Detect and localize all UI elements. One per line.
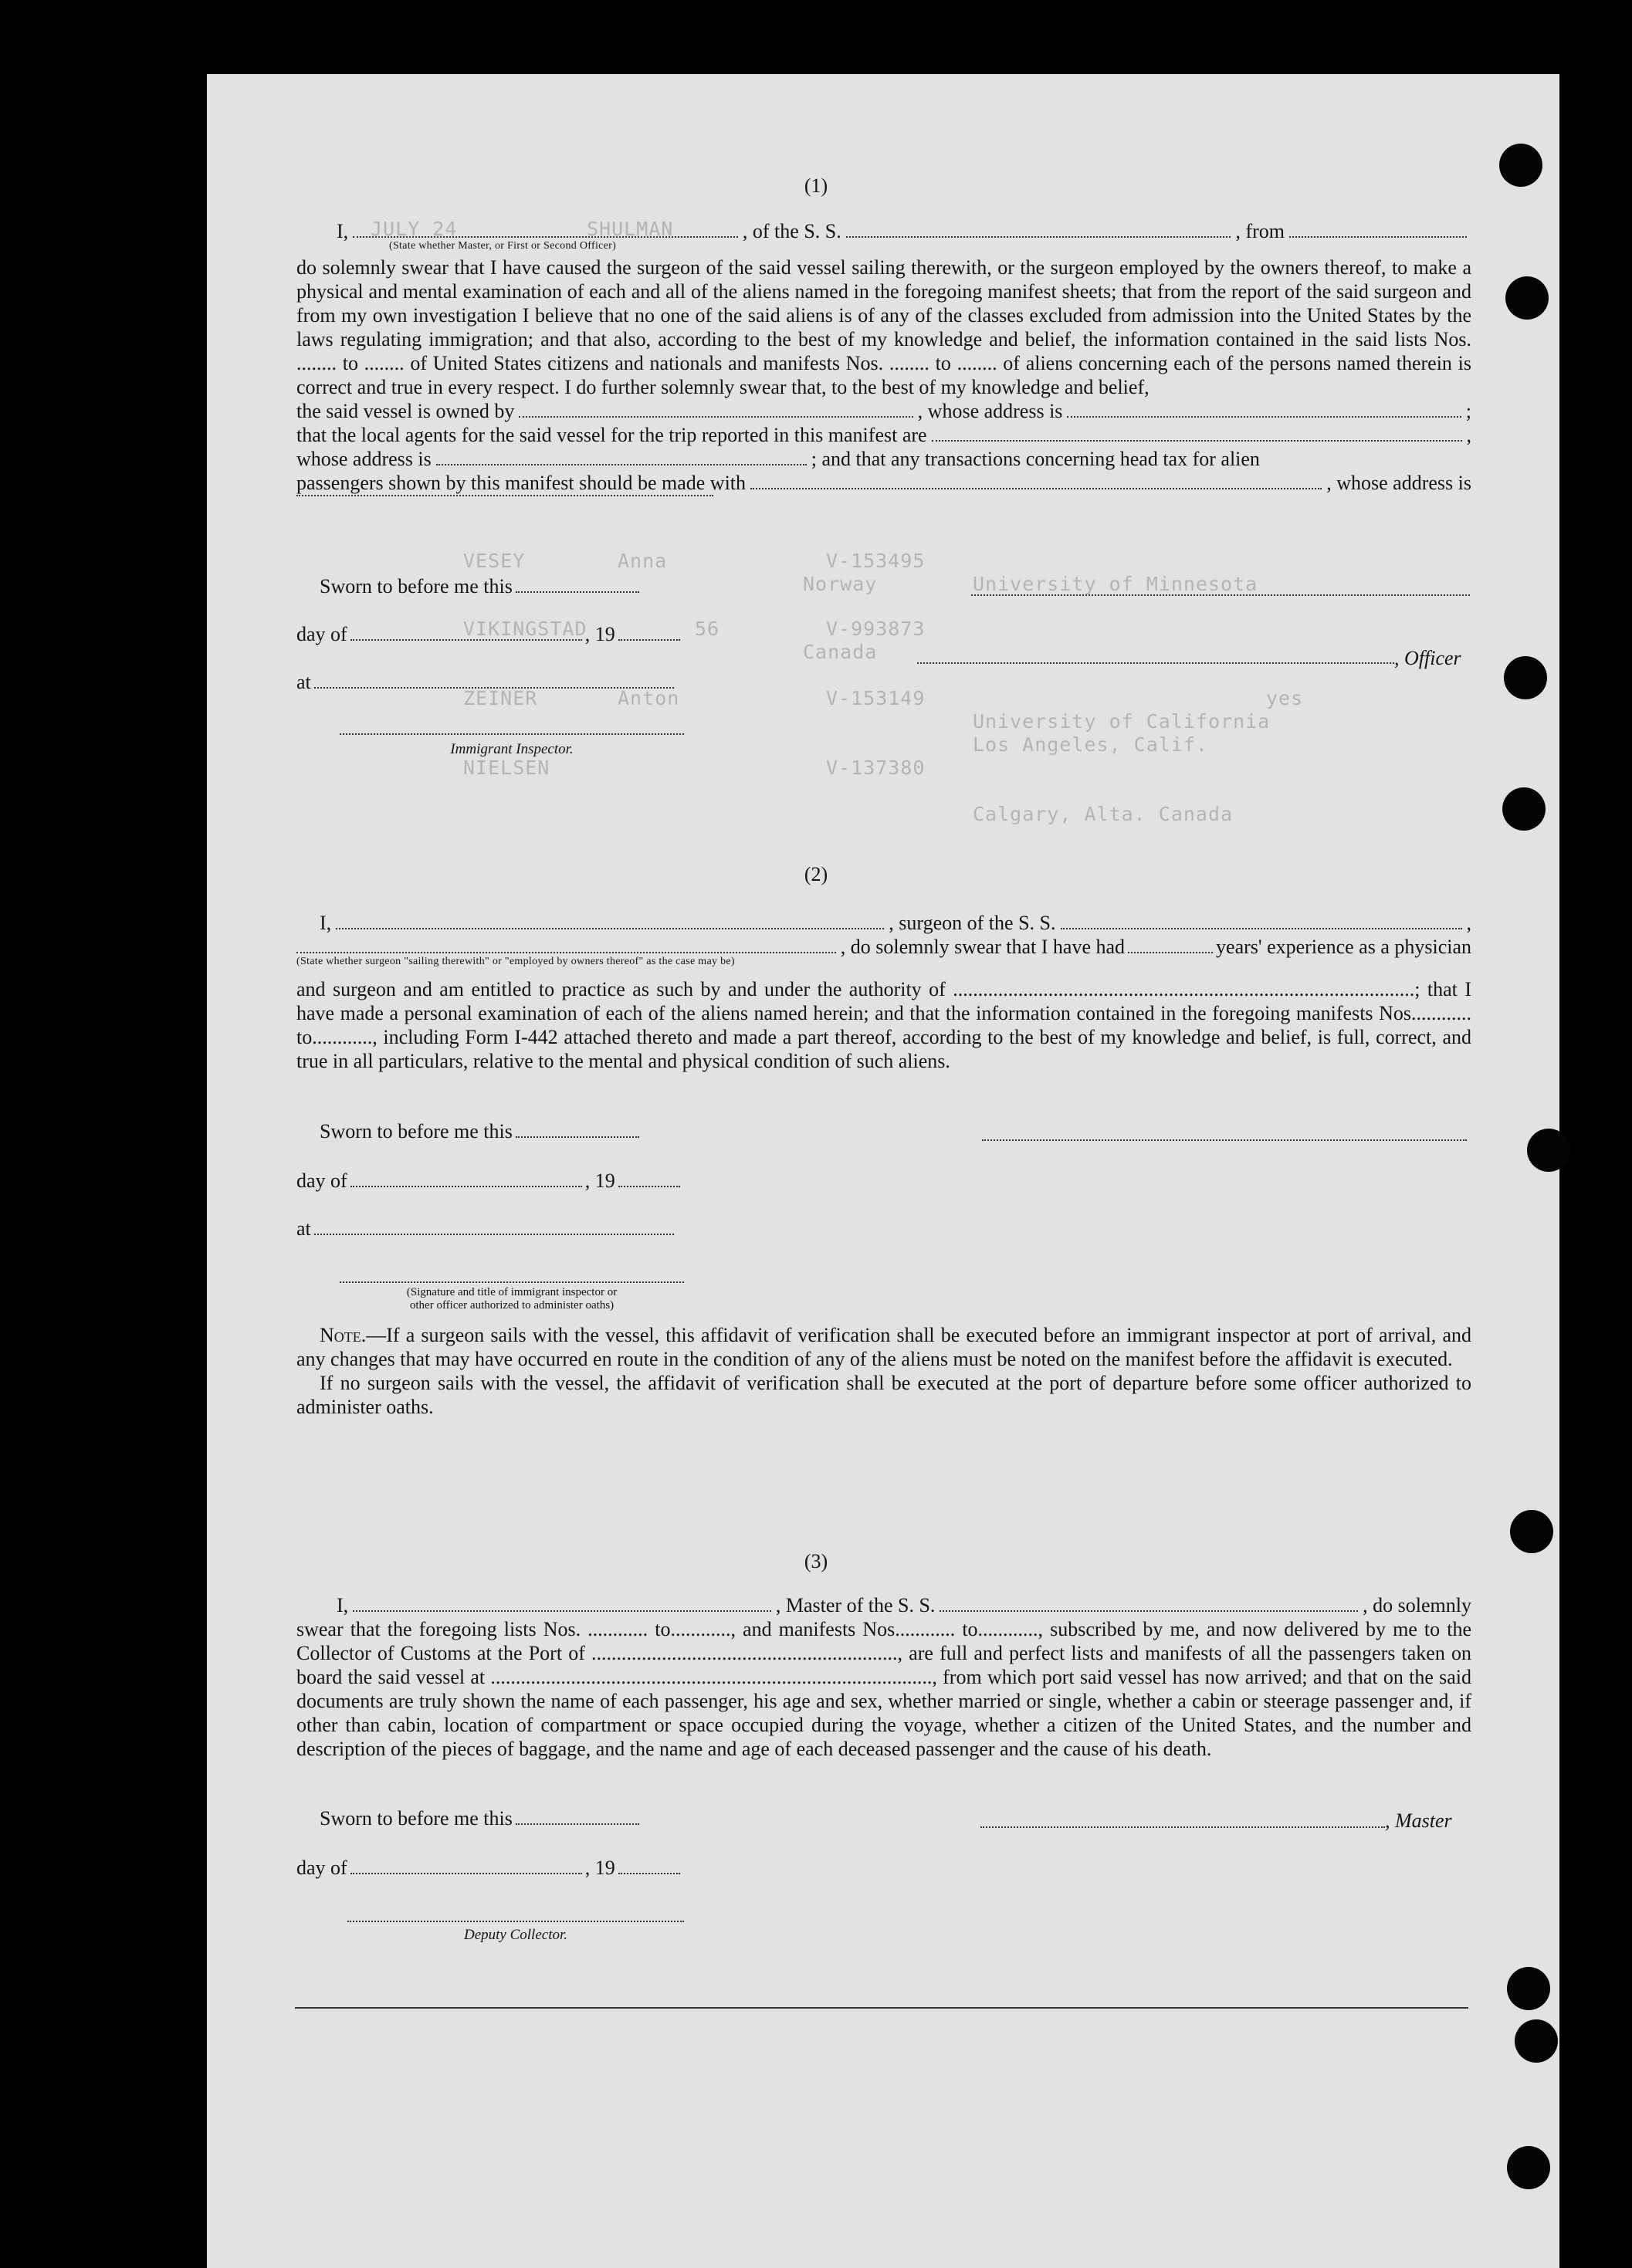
at-line-1 [296, 670, 1471, 694]
note-block [296, 1323, 1471, 1419]
label-year: , 19 [584, 623, 615, 645]
master-signature-line[interactable] [980, 1826, 1385, 1828]
surgeon-status-field[interactable] [296, 952, 836, 953]
owner-field[interactable] [519, 416, 912, 418]
section-1 [296, 219, 1471, 501]
at-line-2 [296, 1217, 1471, 1241]
surgeon-name-field[interactable] [336, 928, 884, 929]
label-i: I, [337, 1594, 349, 1616]
bleed-through-text: V-153495 [826, 550, 926, 572]
day-field[interactable] [350, 1186, 582, 1187]
label-day-of: day of [296, 1170, 347, 1192]
bleed-through-text: yes [1266, 687, 1304, 709]
label-day-of: day of [296, 623, 347, 645]
from-port-field[interactable] [1289, 236, 1467, 238]
note-text-1: —If a surgeon sails with the vessel, this affidavit of verification shall be executed before an immigrant inspector at port of arrival, and any changes that may have occurred en route in the condition of any of the aliens must be noted on the manifest before the affidavit is executed. [296, 1324, 1471, 1370]
label-i: I, [320, 912, 332, 934]
master-vessel-field[interactable] [940, 1610, 1358, 1612]
label-solemnly-swear: , do solemnly swear that I have had [840, 936, 1126, 958]
note-text-2: If no surgeon sails with the vessel, the affidavit of verification shall be executed at the port of departure before some officer authorized to administer oaths. [296, 1372, 1471, 1418]
day-line-3 [296, 1856, 1471, 1880]
section-2-day [296, 1169, 1471, 1193]
label-day-of: day of [296, 1857, 347, 1879]
bleed-through-text: VESEY [463, 550, 526, 572]
label-from: , from [1235, 220, 1285, 242]
label-local-agents: that the local agents for the said vessel for the trip reported in this manifest are [296, 424, 927, 446]
head-tax-line [296, 471, 1471, 495]
section-3-number: (3) [804, 1550, 828, 1572]
bleed-through-text: SHULMAN [587, 218, 674, 240]
master-name-field[interactable] [353, 1610, 771, 1612]
label-master-of-ss: , Master of the S. S. [775, 1594, 936, 1616]
owner-address-field[interactable] [1067, 416, 1461, 418]
inspector-signature-line[interactable] [340, 1281, 684, 1283]
punch-hole [1507, 1967, 1550, 2010]
day-field[interactable] [350, 1873, 582, 1874]
surgeon-line: I, , surgeon of the S. S. , [320, 912, 1471, 934]
head-tax-field[interactable] [750, 488, 1322, 489]
bleed-through-text: NIELSEN [463, 757, 550, 779]
bleed-through-text: Anna [618, 550, 668, 572]
head-tax-address-field[interactable] [296, 495, 713, 496]
bleed-through-text: JULY 24 [371, 218, 458, 240]
surgeon-note: (State whether surgeon "sailing therewith" or "employed by owners thereof" as the case may be) [296, 956, 735, 967]
sworn-date-field[interactable] [516, 1823, 639, 1825]
punch-hole [1504, 656, 1547, 699]
year-field[interactable] [618, 1186, 680, 1187]
label-whose-address: , whose address is [917, 400, 1063, 422]
agents-line: that the local agents for the said vessel for the trip reported in this manifest are , [296, 424, 1471, 446]
punch-hole [1510, 1510, 1553, 1553]
officer-label: , Officer [1394, 647, 1461, 669]
at-place-field[interactable] [314, 687, 674, 689]
label-whose-address-is: , whose address is [1326, 472, 1471, 494]
signature-note [340, 1286, 684, 1312]
day-line-1 [296, 622, 1471, 646]
master-label: , Master [1385, 1809, 1452, 1832]
section-3 [296, 1593, 1471, 1761]
section-1-day [296, 622, 1471, 646]
bleed-through-text: Anton [618, 687, 680, 709]
label-head-tax: ; and that any transactions concerning head tax for alien [811, 448, 1260, 470]
agents-address-field[interactable] [436, 464, 807, 465]
surgeon-signature-line[interactable] [982, 1139, 1467, 1141]
label-agents-address: whose address is [296, 448, 432, 470]
bleed-through-text: VIKINGSTAD [463, 618, 587, 640]
label-at: at [296, 671, 311, 693]
inspector-label: Immigrant Inspector. [450, 741, 574, 757]
section-3-day [296, 1856, 1471, 1880]
note-paragraph [296, 1323, 1471, 1371]
owner-line: the said vessel is owned by , whose address is ; [296, 400, 1471, 422]
collector-signature-line[interactable] [347, 1921, 684, 1922]
section-1-number: (1) [804, 174, 828, 197]
section-2 [296, 911, 1471, 1073]
bleed-through-text: Calgary, Alta. Canada [973, 803, 1234, 825]
label-do-solemnly: , do solemnly [1363, 1594, 1471, 1616]
master-line [296, 1593, 1471, 1617]
bleed-through-text: V-153149 [826, 687, 926, 709]
section-1-at [296, 670, 1471, 694]
officer-name-field[interactable] [353, 236, 738, 238]
note-label: Note. [320, 1324, 367, 1346]
agents-address-line [296, 447, 1471, 471]
section-2-number: (2) [804, 863, 828, 885]
label-year: , 19 [584, 1857, 615, 1879]
collector-label: Deputy Collector. [463, 1927, 568, 1943]
section-1-body: do solemnly swear that I have caused the surgeon of the said vessel sailing therewith, or the surgeon employed by the owners thereof, to make a physical and mental examination of each and all of the aliens named in the foregoing manifest sheets; that from the report of the said surgeon and from my own investigation I believe that no one of the said aliens is of any of the classes excluded from admission into the United States by the laws regulating immigration; and that also, according to the best of my knowledge and belief, the information contained in the said lists Nos. ........ to ........ of United States citizens and nationals and manifests Nos. ........ to ........ of aliens concerning each of the persons named therein is correct and true in every respect. I do further solemnly swear that, to the best of my knowledge and belief, [296, 256, 1471, 398]
label-sworn: Sworn to before me this [320, 1807, 513, 1830]
punch-hole [1515, 2019, 1558, 2063]
label-made-with: passengers shown by this manifest should be made with [296, 472, 747, 494]
label-surgeon-of-ss: , surgeon of the S. S. [889, 912, 1056, 934]
punch-hole [1527, 1129, 1570, 1172]
punch-hole [1507, 2146, 1550, 2189]
bottom-rule [295, 2007, 1468, 2009]
section-2-at [296, 1217, 1471, 1241]
bleed-through-text: V-137380 [826, 757, 926, 779]
label-of-ss: , of the S. S. [742, 220, 841, 242]
label-sworn: Sworn to before me this [320, 575, 513, 597]
at-place-field[interactable] [314, 1234, 674, 1235]
label-at: at [296, 1217, 311, 1240]
bleed-through-text: Norway [803, 573, 878, 595]
bleed-through-text: ZEINER [463, 687, 538, 709]
year-field[interactable] [618, 1873, 680, 1874]
bleed-through-text: Canada [803, 641, 878, 663]
bleed-through-text: University of California [973, 710, 1271, 733]
address-continuation-line [296, 495, 1471, 501]
punch-hole [1505, 276, 1549, 320]
label-years-experience: years' experience as a physician [1216, 936, 1471, 958]
punch-hole [1502, 787, 1546, 831]
sworn-date-field[interactable] [516, 1136, 639, 1138]
label-owned-by: the said vessel is owned by [296, 400, 515, 422]
officer-signature-line[interactable] [971, 594, 1470, 596]
inspector-signature-line[interactable] [340, 733, 684, 735]
agents-field[interactable] [932, 440, 1462, 442]
surgeon-vessel-field[interactable] [1061, 928, 1462, 929]
year-field[interactable] [618, 639, 680, 641]
label-year: , 19 [584, 1170, 615, 1192]
years-field[interactable] [1128, 952, 1213, 953]
signature-note-line-2: other officer authorized to administer oaths) [409, 1299, 615, 1312]
vessel-name-field[interactable] [846, 236, 1231, 238]
bleed-through-text: 56 [695, 618, 720, 640]
label-i: I, [337, 220, 349, 242]
officer-note: (State whether Master, or First or Second Officer) [389, 240, 617, 252]
label-sworn: Sworn to before me this [320, 1120, 513, 1142]
day-line-2 [296, 1169, 1471, 1193]
bleed-through-text: V-993873 [826, 618, 926, 640]
sworn-date-field[interactable] [516, 591, 639, 593]
officer-name-line[interactable] [917, 662, 1394, 664]
section-3-body: swear that the foregoing lists Nos. ............ to............, and manifests Nos............ to............, subscribed by me, and now delivered by me to the Collector of Customs at the Port of ............................................................., are full and perfect lists and manifests of all the passengers taken on board the said vessel at ........................................................................................, from which port said vessel has now arrived; and that on the said documents are truly shown the name of each passenger, his age and sex, whether married or single, whether a cabin or steerage passenger and, if other than cabin, location of compartment or space occupied during the voyage, whether a citizen of the United States, and the number and description of the pieces of baggage, and the name and age of each deceased passenger and the cause of his death. [296, 1618, 1471, 1760]
day-field[interactable] [350, 639, 582, 641]
section-2-body: and surgeon and am entitled to practice as such by and under the authority of ............................................................................................; that I have made a personal examination of each of the aliens named herein; and that the information contained in the foregoing manifests Nos............ to............, including Form I-442 attached thereto and made a part thereof, according to the best of my knowledge and belief, is full, correct, and true in all particulars, relative to the mental and physical condition of such aliens. [296, 978, 1471, 1072]
bleed-through-text: University of Minnesota [973, 573, 1258, 595]
signature-note-line-1: (Signature and title of immigrant inspector or [406, 1286, 618, 1298]
bleed-through-text: Los Angeles, Calif. [973, 733, 1208, 756]
